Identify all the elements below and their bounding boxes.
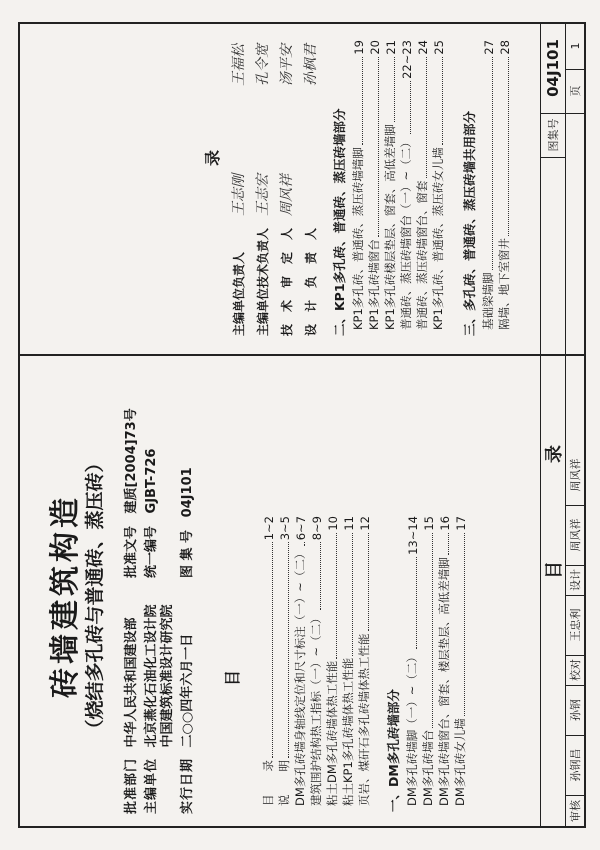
signoff-row: 技 术 审 定 人 (280, 227, 294, 336)
editor-label: 主编单位 (144, 757, 159, 814)
signature: 孔令宽 (255, 44, 271, 86)
info-row-approval (120, 408, 139, 814)
effective-label: 实行日期 (180, 757, 195, 814)
section-heading-3: 三、多孔砖、普通砖、蒸压砖墙共用部分 (462, 110, 477, 336)
page-label: 页 (565, 69, 585, 114)
toc-entry: DM多孔砖墙台 15 (421, 516, 436, 806)
approval-doc-label: 批准文号 (124, 525, 139, 578)
check-name: 王忠利 (565, 595, 585, 656)
toc-entry: 目 录 1~2 (261, 516, 276, 806)
unified-no-label: 统一编号 (144, 525, 159, 578)
approval-dept: 中华人民共和国建设部 (124, 617, 139, 748)
toc-entry: 页岩、煤矸石多孔砖墙体热工性能 12 (357, 516, 372, 806)
sheet-frame (18, 22, 586, 828)
toc-entry: DM多孔砖女儿墙 17 (453, 516, 468, 806)
review-signature: 孙钢 (565, 685, 585, 736)
page-number: 1 (565, 23, 585, 70)
atlas-no-label: 图 集 号 (180, 529, 195, 578)
atlas-title: 砖墙建筑构造 (48, 494, 83, 698)
title-block (540, 24, 585, 826)
toc-entry: 建筑围护结构热工指标（一）~（二） 8~9 (309, 516, 324, 806)
toc-entry: 说 明 3~5 (277, 516, 292, 806)
editor-2: 中国建筑标准设计研究院 (160, 604, 175, 748)
approval-doc: 建质[2004]73号 (124, 408, 139, 514)
toc-entry: DM多孔砖墙脚（一）~（二） 13~14 (405, 516, 420, 806)
panel-divider (20, 354, 584, 356)
atlas-subtitle: （烧结多孔砖与普通砖、蒸压砖） (84, 453, 106, 739)
approval-dept-label: 批准部门 (124, 757, 139, 814)
toc-entry: 粘土KP1多孔砖墙体热工性能 11 (341, 516, 356, 806)
toc-entry: KP1多孔砖、普通砖、蒸压砖墙墙脚 19 (351, 40, 366, 330)
review-name: 孙钢昌 (565, 735, 585, 796)
title-block-row-2 (565, 24, 585, 826)
review-label: 审核 (569, 800, 582, 822)
toc-entry: 隔墙、地下室窗井 28 (497, 40, 512, 330)
signoff-row: 主编单位负责人 (232, 251, 246, 336)
signoff-row: 设 计 负 责 人 (304, 227, 318, 336)
toc-entry: 粘土DM多孔砖墙体热工性能 10 (325, 516, 340, 806)
signoff-row: 主编单位技术负责人 (256, 227, 270, 336)
signature: 孙枫君 (303, 44, 319, 86)
atlas-no: 04J101 (180, 467, 195, 518)
signature: 王志刚 (231, 174, 247, 216)
design-signature: 周风祥 (565, 445, 585, 506)
signature: 王志宏 (255, 174, 271, 216)
check-label: 校对 (565, 655, 585, 686)
toc-entry: KP1多孔砖、普通砖、蒸压砖女儿墙 25 (431, 40, 446, 330)
toc-entry: 普通砖、蒸压砖墙窗台、窗套 24 (415, 40, 430, 330)
effective-date: 二○○四年六月一日 (180, 633, 195, 748)
atlas-number: 04J101 (541, 23, 565, 114)
section-heading-1: 一、DM多孔砖墙部分 (386, 689, 401, 812)
title-block-title: 目 录 (544, 405, 565, 579)
toc-entry: DM多孔砖墙窗台、窗套、楼层垫层、高低差墙脚 16 (437, 516, 452, 806)
toc-entry: DM多孔砖墙身轴线定位和尺寸标注（一）~（二） 6~7 (293, 516, 308, 806)
toc-entry: KP1多孔砖楼层垫层、窗套、高低差墙脚 21 (383, 40, 398, 330)
signature: 周风祥 (279, 174, 295, 216)
toc-title-right: 录 (203, 149, 222, 166)
toc-entry: 普通砖、蒸压砖墙窗台（一）~（二） 22~23 (399, 40, 414, 330)
section-heading-2: 二、KP1多孔砖、普通砖、蒸压砖墙部分 (332, 108, 347, 336)
unified-no: GJBT-726 (144, 448, 159, 514)
atlas-label: 图集号 (541, 113, 565, 158)
toc-title-left: 目 (223, 669, 242, 686)
signature: 汤平安 (279, 44, 295, 86)
toc-entry: KP1多孔砖墙窗台 20 (367, 40, 382, 330)
toc-entry: 基础梁墙脚 27 (481, 40, 496, 330)
title-block-row-1 (541, 24, 566, 826)
design-name: 周风祥 (565, 505, 585, 566)
design-label: 设计 (565, 565, 585, 596)
info-row-effective (176, 467, 195, 814)
info-row-editor-2 (156, 604, 175, 814)
editor-1: 北京燕化石油化工设计院 (144, 604, 159, 748)
signature: 王福松 (231, 44, 247, 86)
